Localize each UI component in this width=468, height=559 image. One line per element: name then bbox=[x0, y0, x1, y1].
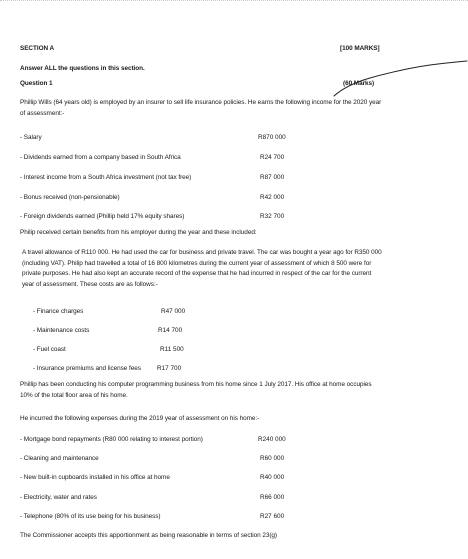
home-expense-label: - Telephone (80% of its use being for his business) bbox=[20, 513, 161, 520]
income-item-label: - Interest income from a South Africa investment (not tax free) bbox=[20, 174, 192, 181]
income-item-amount: R87 000 bbox=[260, 174, 285, 181]
car-cost-amount: R17 700 bbox=[157, 365, 182, 372]
question-title: Question 1 bbox=[20, 80, 53, 87]
benefits-intro: Philip received certain benefits from his employer during the year and these included: bbox=[20, 229, 257, 236]
home-expense-amount: R240 000 bbox=[258, 436, 286, 443]
closing-text: The Commissioner accepts this apportionment as being reasonable in terms of section 23(g) bbox=[20, 532, 277, 539]
income-item-label: - Dividends earned from a company based in South Africa bbox=[20, 154, 181, 161]
home-expense-amount: R40 000 bbox=[260, 474, 285, 481]
home-expense-amount: R60 000 bbox=[260, 455, 285, 462]
income-item-label: - Bonus received (non-pensionable) bbox=[20, 194, 120, 201]
home-expense-label: - New built-in cupboards installed in his office at home bbox=[20, 474, 170, 481]
home-expense-label: - Electricity, water and rates bbox=[20, 494, 97, 501]
home-expenses-intro: He incurred the following expenses during the 2019 year of assessment on his home:- bbox=[20, 415, 260, 422]
instruction-text: Answer ALL the questions in this section. bbox=[20, 65, 145, 72]
income-item-amount: R24 700 bbox=[260, 154, 285, 161]
home-business-paragraph: Phillip has been conducting his computer programming business from his home since 1 July 2017. His office at home occupies 10% of the total floor area of his home. bbox=[20, 381, 372, 399]
income-item-label: - Salary bbox=[20, 134, 42, 141]
income-item-amount: R42 000 bbox=[260, 194, 285, 201]
car-cost-amount: R47 000 bbox=[161, 308, 186, 315]
travel-allowance-paragraph: A travel allowance of R110 000. He had used the car for business and private travel. The car was bought a year ago for R350 000 (including VAT). Philip had travelled a total of 16 800 kilometres during the current year of assessment of which 8 500 were for private purposes. He had also kept an accurate record of the expense that he had incurred in respect of the car for the current year of assessment. These costs are as follows:- bbox=[22, 249, 382, 288]
question-marks: (60 Marks) bbox=[343, 80, 375, 87]
page-top-border bbox=[0, 0, 468, 1]
intro-paragraph: Phillip Wills (64 years old) is employed by an insurer to sell life insurance policies. He earns the following income for the 2020 year of assessment:- bbox=[20, 99, 382, 117]
home-expense-amount: R27 600 bbox=[260, 513, 285, 520]
car-cost-label: - Maintenance costs bbox=[33, 327, 90, 334]
home-expense-amount: R66 000 bbox=[260, 494, 285, 501]
car-cost-label: - Finance charges bbox=[33, 308, 84, 315]
section-title: SECTION A bbox=[20, 45, 55, 52]
car-cost-amount: R14 700 bbox=[158, 327, 183, 334]
income-item-amount: R32 700 bbox=[260, 213, 285, 220]
income-item-amount: R870 000 bbox=[258, 134, 286, 141]
car-cost-amount: R11 500 bbox=[160, 346, 184, 353]
section-marks: [100 MARKS] bbox=[340, 45, 380, 52]
car-cost-label: - Fuel coast bbox=[33, 346, 66, 353]
home-expense-label: - Mortgage bond repayments (R80 000 relating to interest portion) bbox=[20, 436, 203, 443]
car-cost-label: - Insurance premiums and license fees bbox=[33, 365, 141, 372]
home-expense-label: - Cleaning and maintenance bbox=[20, 455, 99, 462]
income-item-label: - Foreign dividends earned (Phillip held 17% equity shares) bbox=[20, 213, 185, 220]
